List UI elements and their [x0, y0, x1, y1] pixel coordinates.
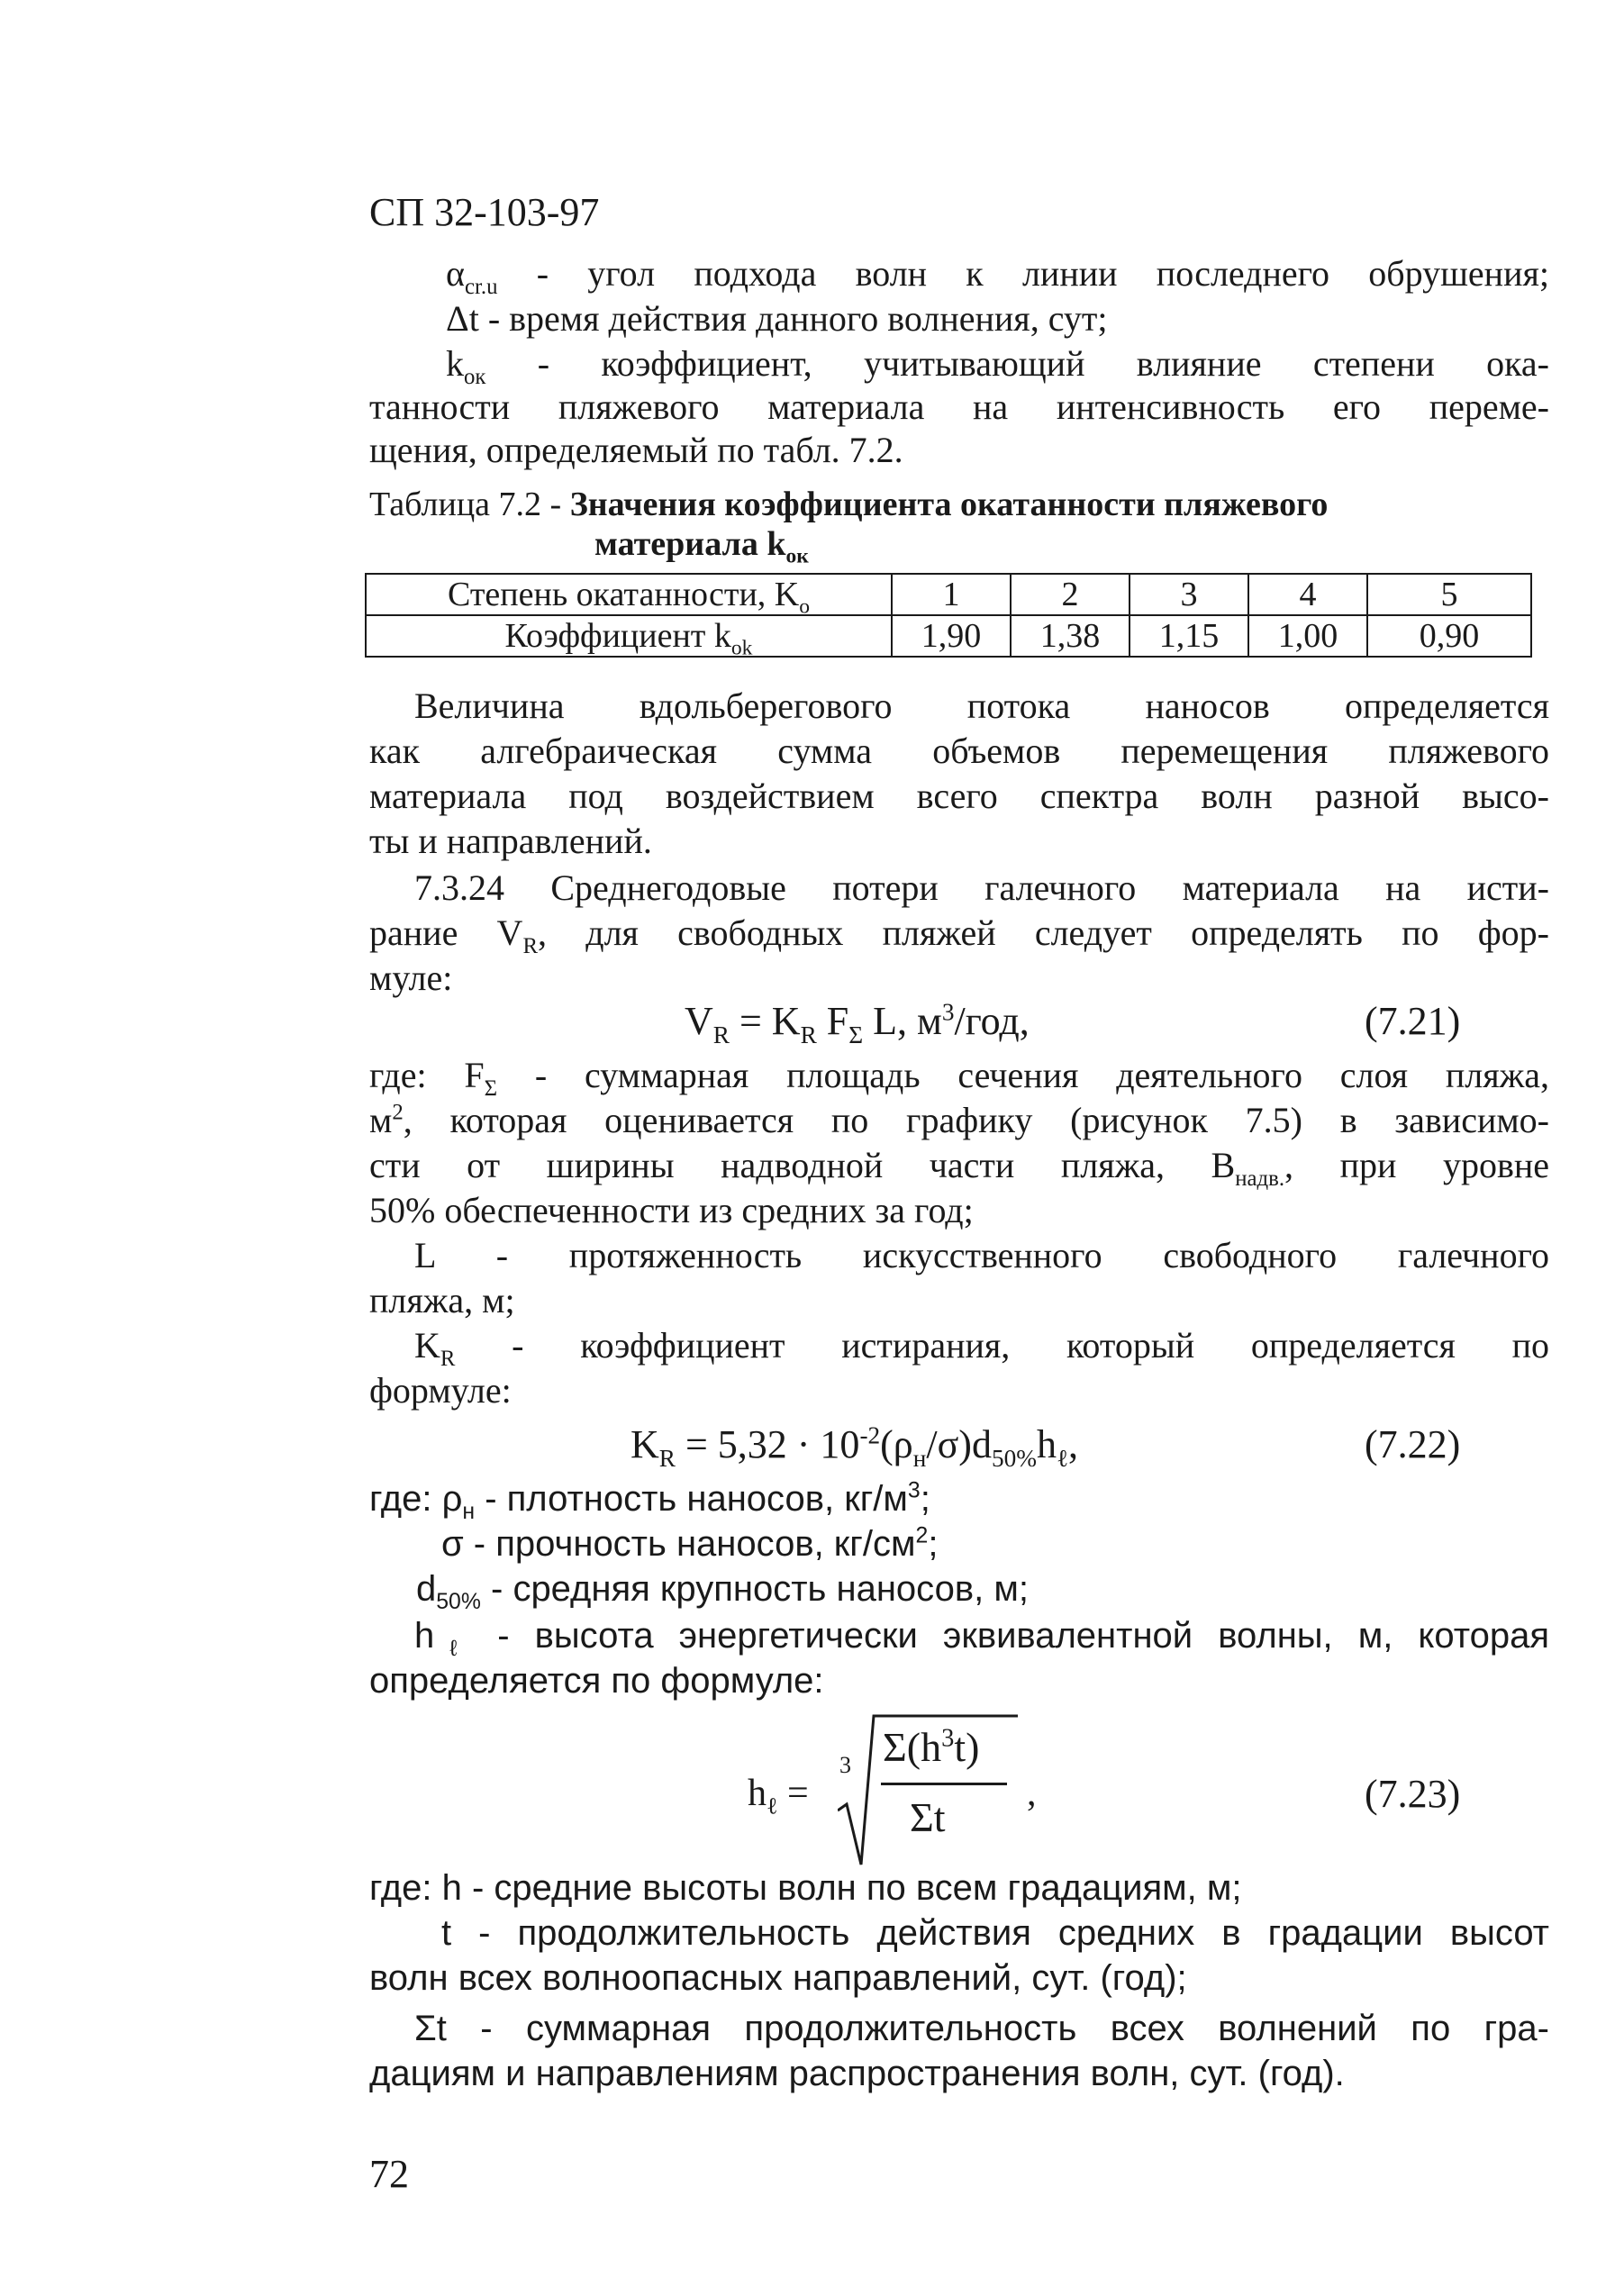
where1-line2: $м^2$, которая оценивается по графику (рисунок 7.5) в зависимо-	[369, 1100, 1549, 1140]
where3-line2: t - продолжительность действия средних в градации высот	[441, 1913, 1549, 1953]
table-cell: 1,15	[1130, 615, 1248, 657]
para1-line3: материала под воздействием всего спектра волн разной высо-	[369, 776, 1549, 816]
def-delta-t: Δt - время действия данного волнения, сут;	[446, 298, 1108, 339]
formula-7-23: $h_\ell$ = 3 $\Sigma(h^3t)$ Σt ,	[748, 1707, 1108, 1869]
table-cell: 2	[1011, 574, 1130, 615]
def-L-line1: L - протяженность искусственного свободного галечного	[414, 1235, 1549, 1275]
root-index: 3	[839, 1752, 851, 1778]
def-KR-line2: формуле:	[369, 1370, 512, 1411]
table-cell: 0,90	[1367, 615, 1531, 657]
equation-number: (7.22)	[1365, 1422, 1461, 1466]
table-row	[366, 574, 1531, 615]
formula-7-21: $V_R = K_R$ $F_\Sigma$ L, $м^3$/год,	[685, 998, 1030, 1048]
table-cell: 3	[1130, 574, 1248, 615]
equation-number: (7.23)	[1365, 1772, 1461, 1816]
table-cell: 1	[892, 574, 1011, 615]
table-cell: 1,00	[1248, 615, 1367, 657]
where2-d50: $d_{50\%}$ - средняя крупность наносов, м;	[416, 1569, 1029, 1614]
where3-line5: дациям и направлениям распространения волн, сут. (год).	[369, 2054, 1345, 2093]
page-number: 72	[369, 2152, 409, 2196]
fraction-bar	[881, 1783, 1007, 1785]
para2-line3: муле:	[369, 957, 453, 998]
def-kok-cont-1: танности пляжевого материала на интенсивность его переме-	[369, 386, 1549, 427]
para1-line1: Величина вдольберегового потока наносов определяется	[414, 685, 1549, 726]
para2-line1: 7.3.24 Среднегодовые потери галечного материала на исти-	[414, 867, 1549, 908]
fraction-numerator: $\Sigma(h^3t)$	[883, 1724, 980, 1770]
where1-line3: сти от ширины надводной части пляжа, $В_{надв.}$, при уровне	[369, 1145, 1549, 1191]
table-cell: 4	[1248, 574, 1367, 615]
para1-line2: как алгебраическая сумма объемов перемещения пляжевого	[369, 731, 1549, 771]
def-kok: $k_{ок}$ - коэффициент, учитывающий влияние степени ока-	[446, 343, 1549, 389]
table-cell: 1,90	[892, 615, 1011, 657]
where3-line3: волн всех волноопасных направлений, сут. (год);	[369, 1958, 1187, 1998]
table-caption-line2: материала $k_{ок}$	[594, 525, 809, 568]
table-row	[366, 615, 1531, 657]
def-kok-cont-2: щения, определяемый по табл. 7.2.	[369, 430, 903, 470]
where2-sigma: σ - прочность наносов, $кг/см^2$;	[441, 1523, 939, 1564]
equation-number: (7.21)	[1365, 999, 1461, 1043]
def-alpha: $\alpha_{cr.u}$ - угол подхода волн к линии последнего обрушения;	[446, 253, 1549, 299]
roundness-table	[365, 573, 1532, 658]
where1-line4: 50% обеспеченности из средних за год;	[369, 1190, 974, 1230]
def-hl-line2: определяется по формуле:	[369, 1661, 824, 1701]
para2-line2: рание $V_R$, для свободных пляжей следует определять по фор-	[369, 912, 1549, 958]
table-caption: Таблица 7.2 - Значения коэффициента окатанности пляжевого	[369, 486, 1329, 523]
doc-code-header: СП 32-103-97	[369, 190, 600, 234]
where2-rho: где: $\rho_н$ - плотность наносов, $кг/м^3$;	[369, 1478, 930, 1524]
def-L-line2: пляжа, м;	[369, 1280, 515, 1321]
para1-line4: ты и направлений.	[369, 821, 652, 861]
def-KR-line1: $K_R$ - коэффициент истирания, который определяется по	[414, 1325, 1549, 1371]
fraction-denominator: Σt	[910, 1794, 946, 1840]
def-hl-line1: $h_\ell$ - высота энергетически эквивалентной волны, м, которая	[414, 1616, 1549, 1661]
where1-line1: где: $F_\Sigma$ - суммарная площадь сечения деятельного слоя пляжа,	[369, 1055, 1549, 1101]
where3-line1: где: h - средние высоты волн по всем градациям, м;	[369, 1868, 1242, 1908]
table-cell-label: Степень окатанности, $K_o$	[366, 574, 892, 615]
table-cell: 5	[1367, 574, 1531, 615]
where3-line4: Σt - суммарная продолжительность всех волнений по гра-	[414, 2009, 1549, 2048]
table-cell-label: Коэффициент $k_{ok}$	[366, 615, 892, 657]
formula-7-22: $K_R = 5,32 \cdot 10^{-2}(\rho_н/\sigma)d_{50\%}h_\ell$,	[631, 1421, 1079, 1472]
table-cell: 1,38	[1011, 615, 1130, 657]
